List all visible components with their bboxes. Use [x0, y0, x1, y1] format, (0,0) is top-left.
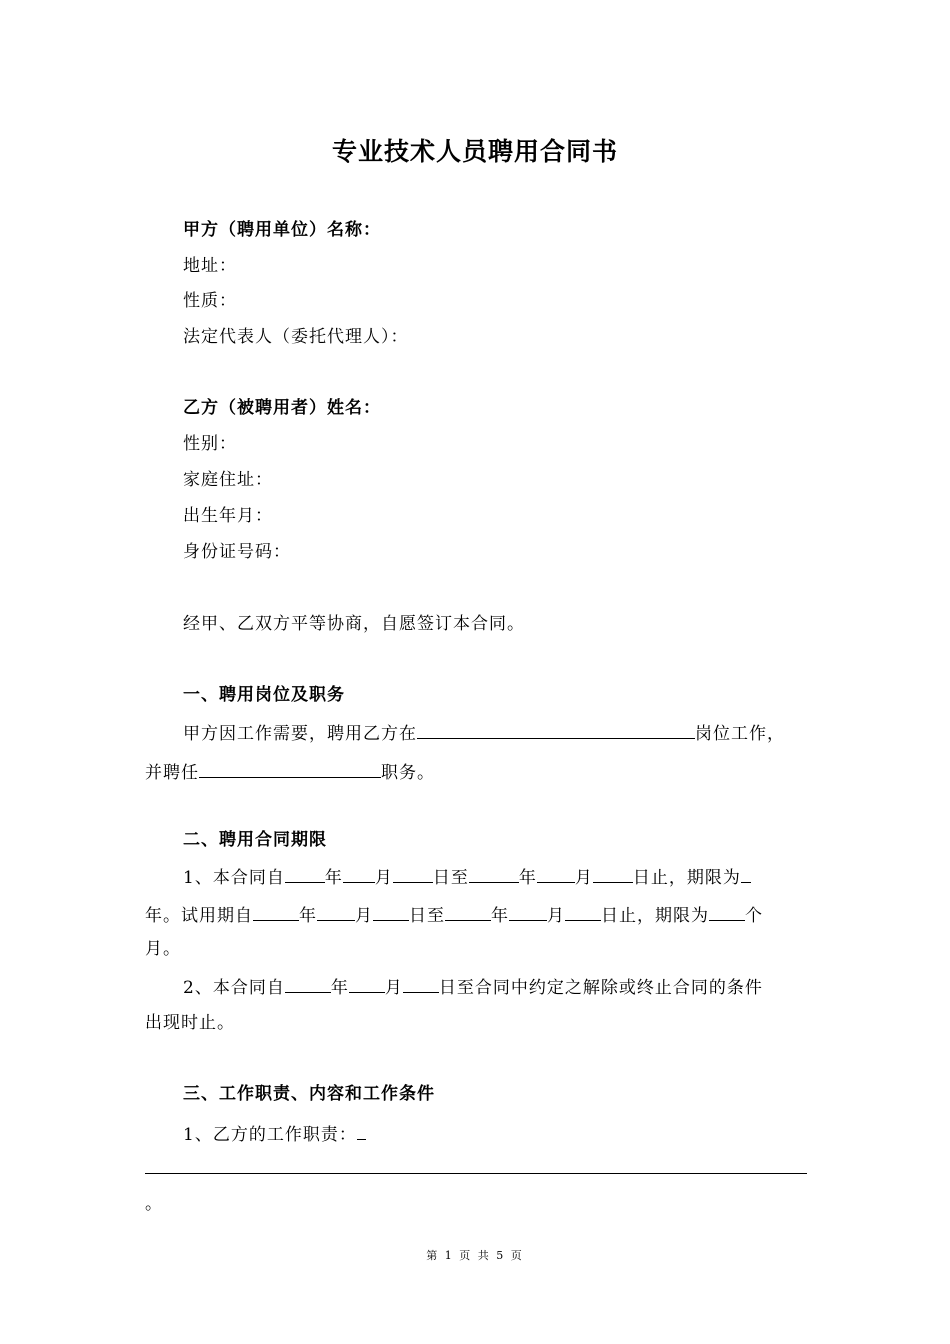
section2-item1-line1 [183, 864, 751, 889]
item1-text-g: 日止，期限为 [632, 868, 741, 888]
open-start-year-blank[interactable] [285, 974, 331, 993]
job-duty-underline[interactable] [145, 1173, 807, 1174]
term-years-blank[interactable] [741, 864, 751, 883]
probation-end-day-blank[interactable] [565, 902, 601, 921]
section1-heading: 一、聘用岗位及职务 [183, 685, 345, 705]
section2-item2-line1 [183, 974, 763, 999]
section2-item2-line2: 出现时止。 [145, 1013, 235, 1033]
open-start-month-blank[interactable] [349, 974, 385, 993]
probation-start-month-blank[interactable] [317, 902, 355, 921]
item1-text-f: 月 [574, 868, 593, 888]
intro-paragraph: 经甲、乙双方平等协商，自愿签订本合同。 [183, 614, 525, 634]
item2-text-c: 月 [384, 978, 403, 998]
start-day-blank[interactable] [393, 864, 433, 883]
item1-text-e: 年 [518, 868, 537, 888]
item2-text-d: 日至合同中约定之解除或终止合同的条件 [438, 978, 763, 998]
party-a-address-label: 地址： [183, 256, 237, 276]
probation-end-year-blank[interactable] [445, 902, 491, 921]
open-start-day-blank[interactable] [403, 974, 439, 993]
duty-blank[interactable] [199, 759, 381, 778]
item1-text-o: 个 [745, 906, 763, 926]
position-blank[interactable] [417, 720, 695, 739]
probation-months-blank[interactable] [709, 902, 745, 921]
end-year-blank[interactable] [469, 864, 519, 883]
section3-end-mark: 。 [145, 1194, 163, 1214]
item1-text-c: 月 [374, 868, 393, 888]
party-b-id-number-label: 身份证号码： [183, 542, 291, 562]
end-day-blank[interactable] [593, 864, 633, 883]
item1-text-i: 年 [299, 906, 317, 926]
item1-text-j: 月 [355, 906, 373, 926]
section1-text-c: 并聘任 [145, 763, 199, 783]
page-footer: 第 1 页 共 5 页 [426, 1249, 524, 1262]
start-year-blank[interactable] [285, 864, 325, 883]
party-b-gender-label: 性别： [183, 434, 237, 454]
start-month-blank[interactable] [343, 864, 375, 883]
item1-text-n: 日止，期限为 [601, 906, 709, 926]
party-b-birth-label: 出生年月： [183, 506, 273, 526]
item1-text-k: 日至 [409, 906, 445, 926]
section3-heading: 三、工作职责、内容和工作条件 [183, 1084, 435, 1104]
item1-text-b: 年 [324, 868, 343, 888]
party-b-heading: 乙方（被聘用者）姓名： [183, 398, 381, 418]
item1-text-m: 月 [547, 906, 565, 926]
end-month-blank[interactable] [537, 864, 575, 883]
section1-paragraph-line2 [145, 759, 435, 784]
section1-text-d: 职务。 [381, 763, 435, 783]
job-duty-blank[interactable] [357, 1121, 366, 1140]
party-a-heading: 甲方（聘用单位）名称： [183, 220, 381, 240]
section2-heading: 二、聘用合同期限 [183, 830, 327, 850]
document-title: 专业技术人员聘用合同书 [331, 137, 618, 166]
party-a-nature-label: 性质： [183, 291, 237, 311]
item1-text-h: 年。试用期自 [145, 906, 253, 926]
section2-item1-line3: 月。 [145, 939, 181, 959]
probation-end-month-blank[interactable] [509, 902, 547, 921]
section1-paragraph-line1 [183, 720, 785, 745]
item1-text-d: 日至 [432, 868, 469, 888]
section3-item1-label: 1、乙方的工作职责： [183, 1125, 357, 1145]
item1-text-a: 1、本合同自 [183, 868, 285, 888]
item2-text-a: 2、本合同自 [183, 978, 285, 998]
probation-start-day-blank[interactable] [373, 902, 409, 921]
probation-start-year-blank[interactable] [253, 902, 299, 921]
party-a-representative-label: 法定代表人（委托代理人）： [183, 327, 409, 347]
party-b-home-address-label: 家庭住址： [183, 470, 273, 490]
item2-text-b: 年 [330, 978, 349, 998]
section1-text-a: 甲方因工作需要，聘用乙方在 [183, 724, 417, 744]
section1-text-b: 岗位工作， [695, 724, 785, 744]
section3-item1 [183, 1121, 366, 1146]
item1-text-l: 年 [491, 906, 509, 926]
section2-item1-line2 [145, 902, 763, 927]
